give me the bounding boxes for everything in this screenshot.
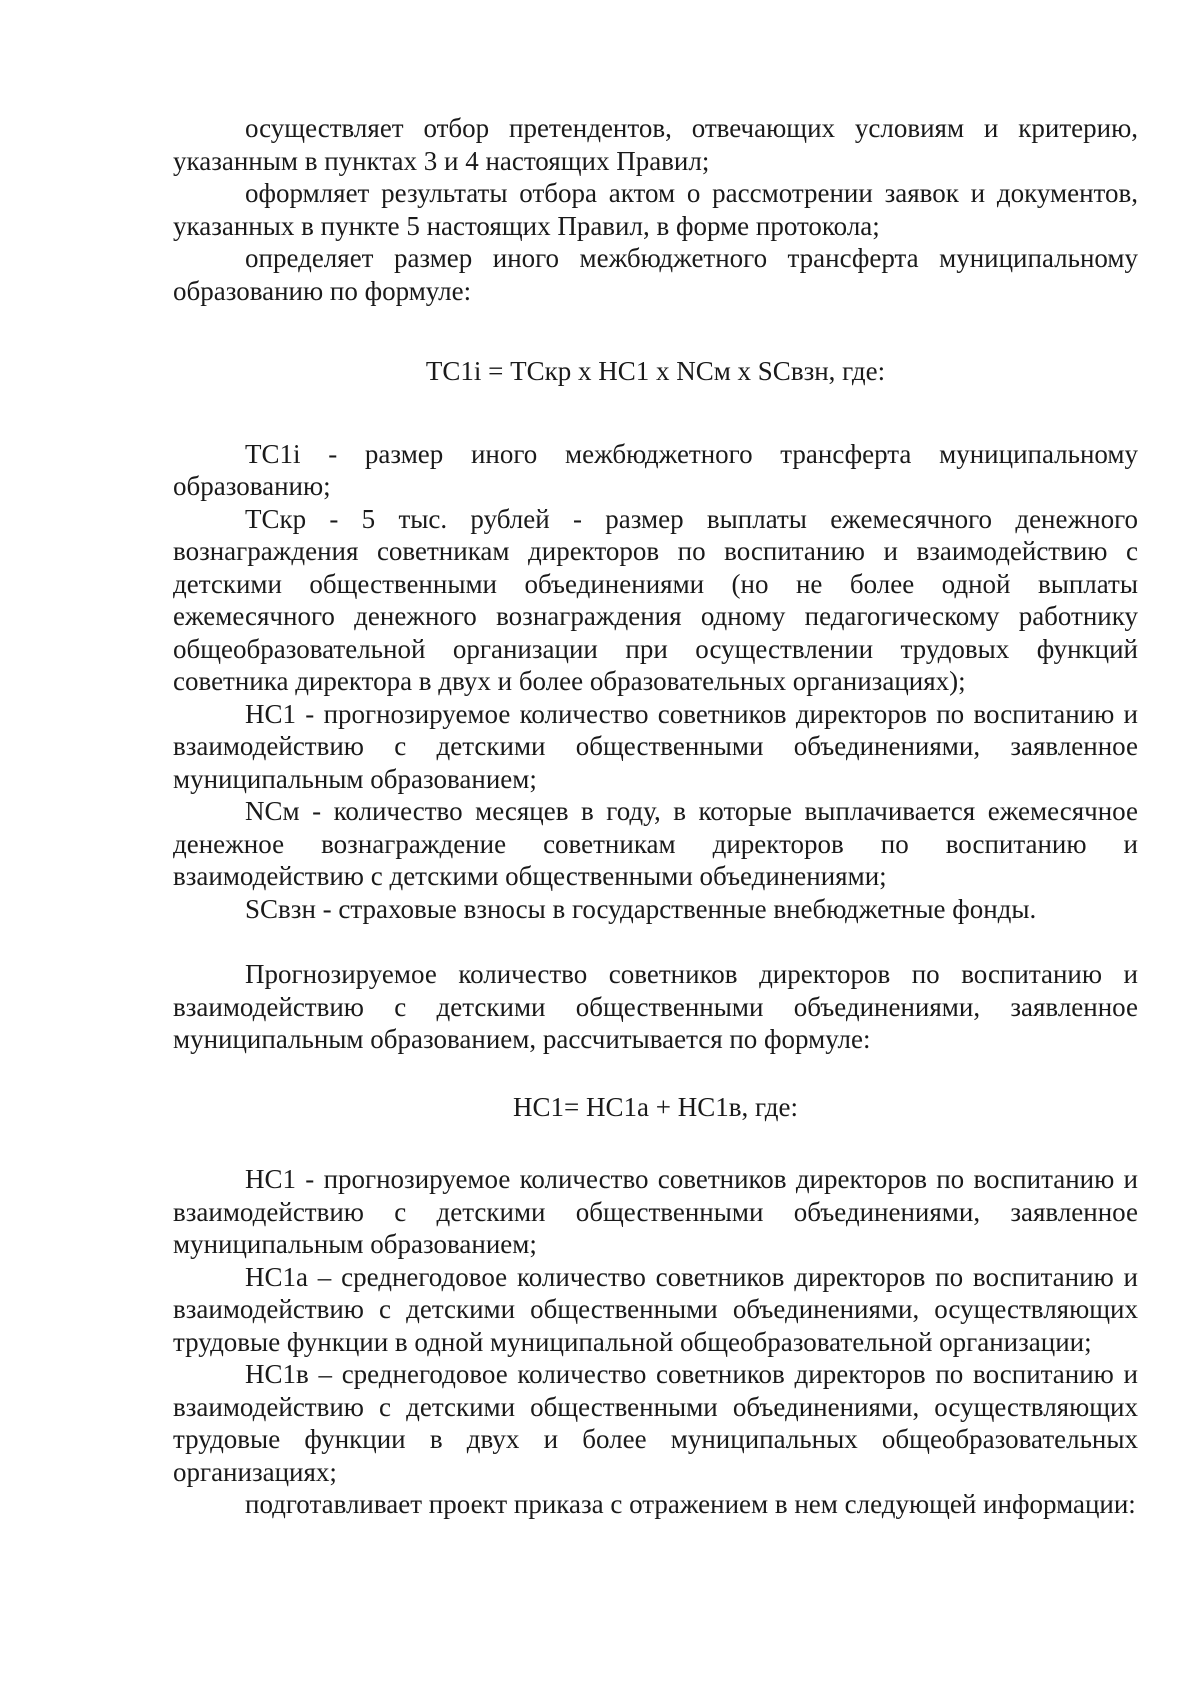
- definition-nc1v: НС1в – среднегодовое количество советников директоров по воспитанию и взаимодействию с детскими общественными объединениями, осуществляющих трудовые функции в двух и более муниципальных общеобразовательных организациях;: [173, 1359, 1138, 1487]
- paragraph-transfer-size: определяет размер иного межбюджетного трансферта муниципальному образованию по формуле:: [173, 243, 1138, 306]
- definition-nc1: НС1 - прогнозируемое количество советников директоров по воспитанию и взаимодействию с детскими общественными объединениями, заявленное муниципальным образованием;: [173, 698, 1138, 794]
- definition-nc1a: НС1а – среднегодовое количество советников директоров по воспитанию и взаимодействию с детскими общественными объединениями, осуществляющих трудовые функции в одной муниципальной общеобразовательной организации;: [173, 1261, 1138, 1357]
- paragraph-protocol: оформляет результаты отбора актом о рассмотрении заявок и документов, указанных в пункте 5 настоящих Правил, в форме протокола;: [173, 178, 1138, 241]
- definition-scvzn: SСвзн - страховые взносы в государственные внебюджетные фонды.: [245, 893, 1037, 924]
- definition-ncm: NСм - количество месяцев в году, в которые выплачивается ежемесячное денежное вознаграждение советникам директоров по воспитанию и взаимодействию с детскими общественными объединениями;: [173, 796, 1138, 891]
- paragraph-forecast: Прогнозируемое количество советников директоров по воспитанию и взаимодействию с детскими общественными объединениями, заявленное муниципальным образованием, рассчитывается по формуле:: [173, 959, 1138, 1054]
- definition-nc1-forecast: НС1 - прогнозируемое количество советников директоров по воспитанию и взаимодействию с детскими общественными объединениями, заявленное муниципальным образованием;: [173, 1164, 1138, 1259]
- definition-tc1i: ТС1i - размер иного межбюджетного трансферта муниципальному образованию;: [173, 438, 1138, 501]
- definition-tckr: ТСкр - 5 тыс. рублей - размер выплаты ежемесячного денежного вознаграждения советникам директоров по воспитанию и взаимодействию с детскими общественными объединениями (но не более одной выплаты ежемесячного денежного вознаграждения одному педагогическому работнику общеобразовательной организации при осуществлении трудовых функций советника директора в двух и более образовательных организациях);: [173, 503, 1138, 696]
- paragraph-selection: осуществляет отбор претендентов, отвечающих условиям и критерию, указанным в пунктах 3 и 4 настоящих Правил;: [173, 113, 1138, 176]
- document-page: [173, 112, 1138, 1521]
- paragraph-order-draft: подготавливает проект приказа с отражением в нем следующей информации:: [245, 1489, 1136, 1519]
- formula-advisors: НС1= НС1а + НС1в, где:: [513, 1091, 798, 1122]
- formula-transfer: ТС1i = ТСкр x НС1 x NСм x SСвзн, где:: [425, 356, 886, 386]
